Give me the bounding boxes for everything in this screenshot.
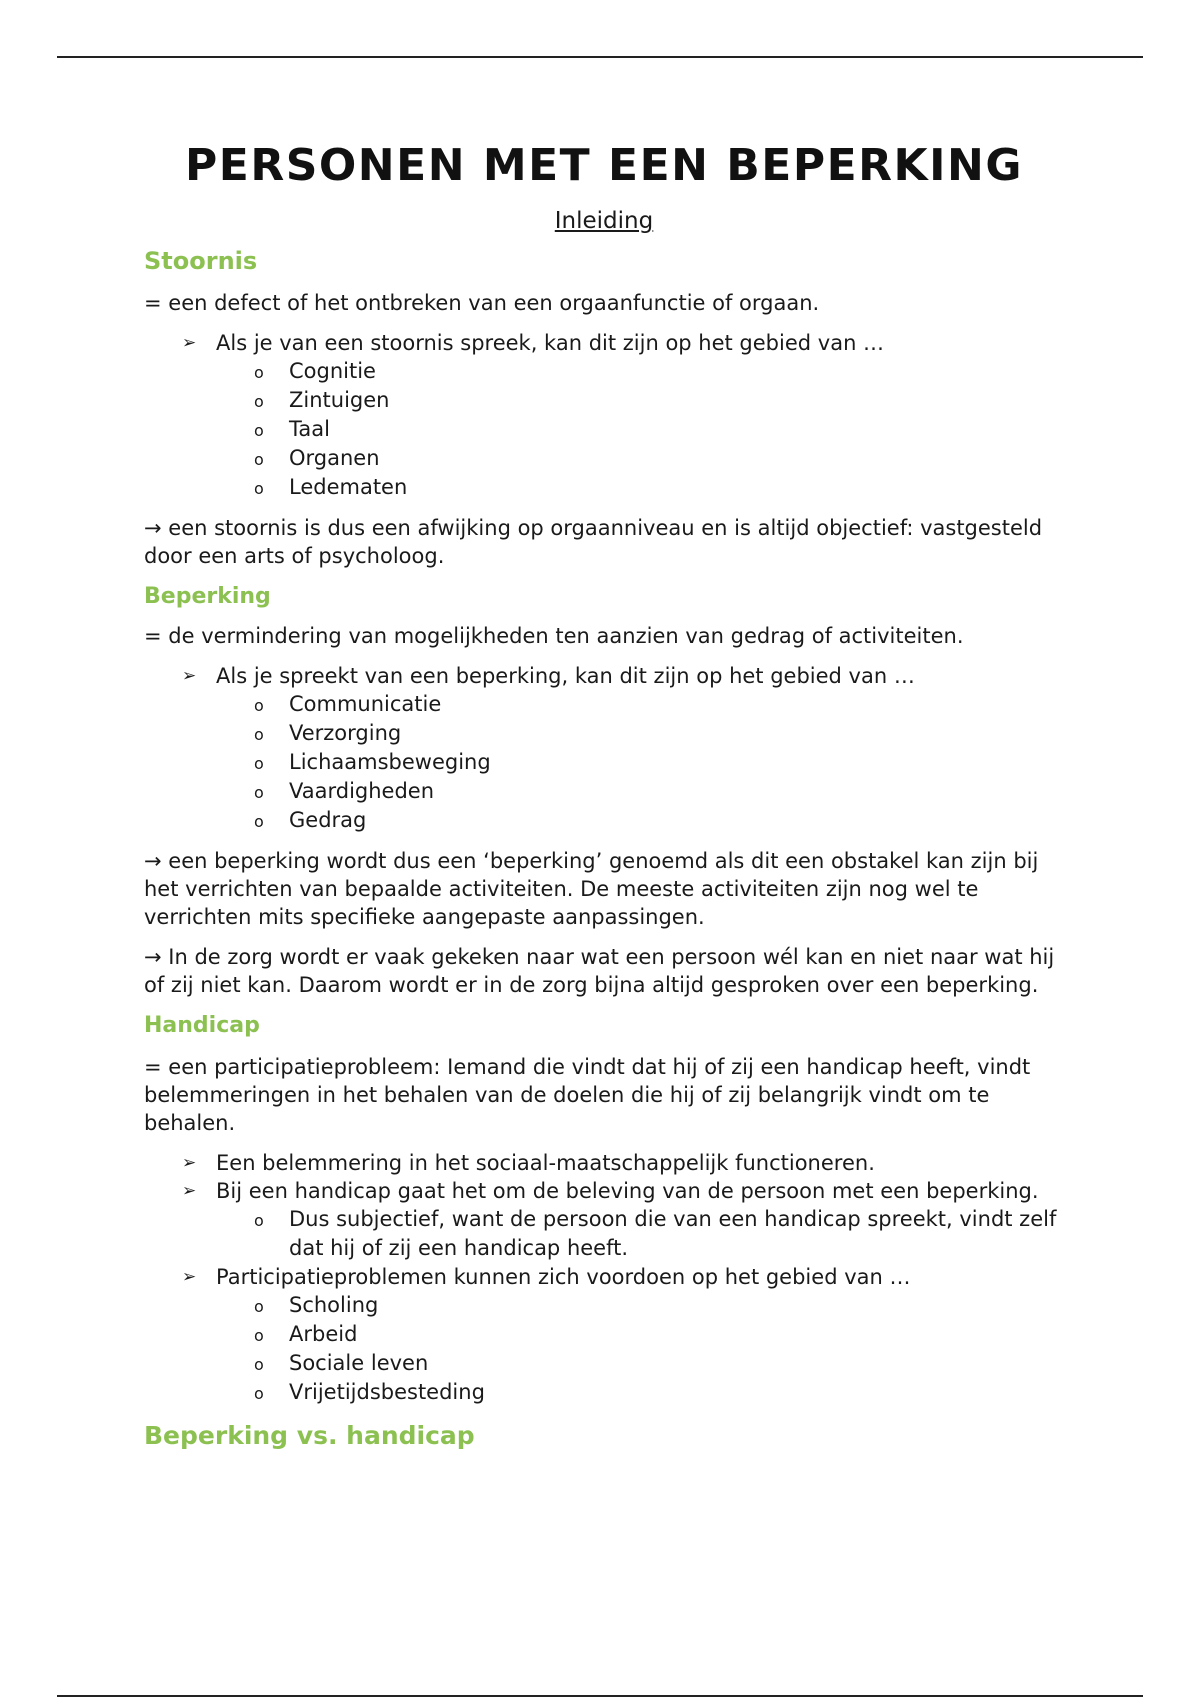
- circle-bullet-icon: o: [254, 1355, 264, 1374]
- circle-bullet-icon: o: [254, 450, 264, 469]
- beperking-note-1: → een beperking wordt dus een ‘beperking’ genoemd als dit een obstakel kan zijn bij het verrichten van bepaalde activiteiten. De meeste activiteiten zijn nog wel te verrichten mits specifieke aangepaste aanpassingen.: [144, 849, 1039, 929]
- list-item: o Lichaamsbeweging: [144, 748, 1064, 777]
- beperking-heading: Beperking: [144, 584, 271, 609]
- list-item: ➢ Een belemmering in het sociaal-maatschappelijk functioneren.: [182, 1151, 875, 1175]
- list-item: o Scholing: [144, 1291, 1064, 1320]
- beperking-vs-handicap-heading: Beperking vs. handicap: [144, 1421, 475, 1450]
- section-beperking: [144, 582, 1064, 999]
- list-item: ➢ Participatieproblemen kunnen zich voordoen op het gebied van …: [182, 1265, 911, 1289]
- list-item: o Communicatie: [144, 690, 1064, 719]
- arrow-bullet-icon: ➢: [182, 1153, 197, 1173]
- list-item: ➢ Als je spreekt van een beperking, kan dit zijn op het gebied van …: [182, 664, 915, 688]
- list-item: o Vrijetijdsbesteding: [144, 1378, 1064, 1407]
- circle-bullet-icon: o: [254, 696, 264, 715]
- list-item: o Gedrag: [144, 806, 1064, 835]
- list-item: o Vaardigheden: [144, 777, 1064, 806]
- arrow-bullet-icon: ➢: [182, 666, 197, 686]
- circle-bullet-icon: o: [254, 783, 264, 802]
- list-item: o Dus subjectief, want de persoon die van een handicap spreekt, vindt zelf dat hij of zij een handicap heeft.: [254, 1207, 1057, 1260]
- handicap-heading: Handicap: [144, 1013, 260, 1038]
- bottom-rule: [57, 1695, 1143, 1697]
- stoornis-bullets: [144, 329, 1064, 357]
- list-item: o Verzorging: [144, 719, 1064, 748]
- circle-bullet-icon: o: [254, 1297, 264, 1316]
- beperking-definition: = de vermindering van mogelijkheden ten aanzien van gedrag of activiteiten.: [144, 624, 964, 648]
- circle-bullet-icon: o: [254, 421, 264, 440]
- circle-bullet-icon: o: [254, 1211, 264, 1230]
- handicap-items: [144, 1291, 1064, 1407]
- list-item: o Zintuigen: [144, 386, 1064, 415]
- circle-bullet-icon: o: [254, 479, 264, 498]
- list-item: ➢ Bij een handicap gaat het om de beleving van de persoon met een beperking. o Dus subjectief, want de persoon die van een handicap spreekt, vindt zelf dat hij of zij een handicap heeft.: [144, 1177, 1064, 1263]
- circle-bullet-icon: o: [254, 363, 264, 382]
- section-stoornis: [144, 246, 1064, 570]
- stoornis-heading: Stoornis: [144, 247, 258, 275]
- circle-bullet-icon: o: [254, 392, 264, 411]
- list-item: o Organen: [144, 444, 1064, 473]
- beperking-note-2: → In de zorg wordt er vaak gekeken naar wat een persoon wél kan en niet naar wat hij of zij niet kan. Daarom wordt er in de zorg bijna altijd gesproken over een beperking.: [144, 945, 1055, 997]
- list-item: o Ledematen: [144, 473, 1064, 502]
- circle-bullet-icon: o: [254, 725, 264, 744]
- stoornis-note: → een stoornis is dus een afwijking op orgaanniveau en is altijd objectief: vastgesteld door een arts of psycholoog.: [144, 516, 1043, 568]
- handicap-sub-items: [216, 1205, 1064, 1263]
- list-item: ➢ Als je van een stoornis spreek, kan dit zijn op het gebied van …: [182, 331, 885, 355]
- circle-bullet-icon: o: [254, 754, 264, 773]
- list-item: o Taal: [144, 415, 1064, 444]
- beperking-bullets: [144, 662, 1064, 690]
- circle-bullet-icon: o: [254, 1326, 264, 1345]
- stoornis-items: [144, 357, 1064, 502]
- circle-bullet-icon: o: [254, 1384, 264, 1403]
- arrow-bullet-icon: ➢: [182, 1267, 197, 1287]
- arrow-bullet-icon: ➢: [182, 1181, 197, 1201]
- circle-bullet-icon: o: [254, 812, 264, 831]
- beperking-items: [144, 690, 1064, 835]
- handicap-definition: = een participatieprobleem: Iemand die vindt dat hij of zij een handicap heeft, vindt belemmeringen in het behalen van de doelen die hij of zij belangrijk vindt om te behalen.: [144, 1055, 1031, 1135]
- list-item: o Arbeid: [144, 1320, 1064, 1349]
- top-rule: [57, 56, 1143, 58]
- page-subtitle: Inleiding: [554, 208, 654, 234]
- list-item: o Sociale leven: [144, 1349, 1064, 1378]
- list-item: o Cognitie: [144, 357, 1064, 386]
- arrow-bullet-icon: ➢: [182, 333, 197, 353]
- section-handicap: [144, 1011, 1064, 1407]
- page-title: PERSONEN MET EEN BEPERKING: [185, 140, 1023, 191]
- stoornis-definition: = een defect of het ontbreken van een orgaanfunctie of orgaan.: [144, 291, 820, 315]
- handicap-bullets: [144, 1149, 1064, 1291]
- document-body: [144, 138, 1064, 1451]
